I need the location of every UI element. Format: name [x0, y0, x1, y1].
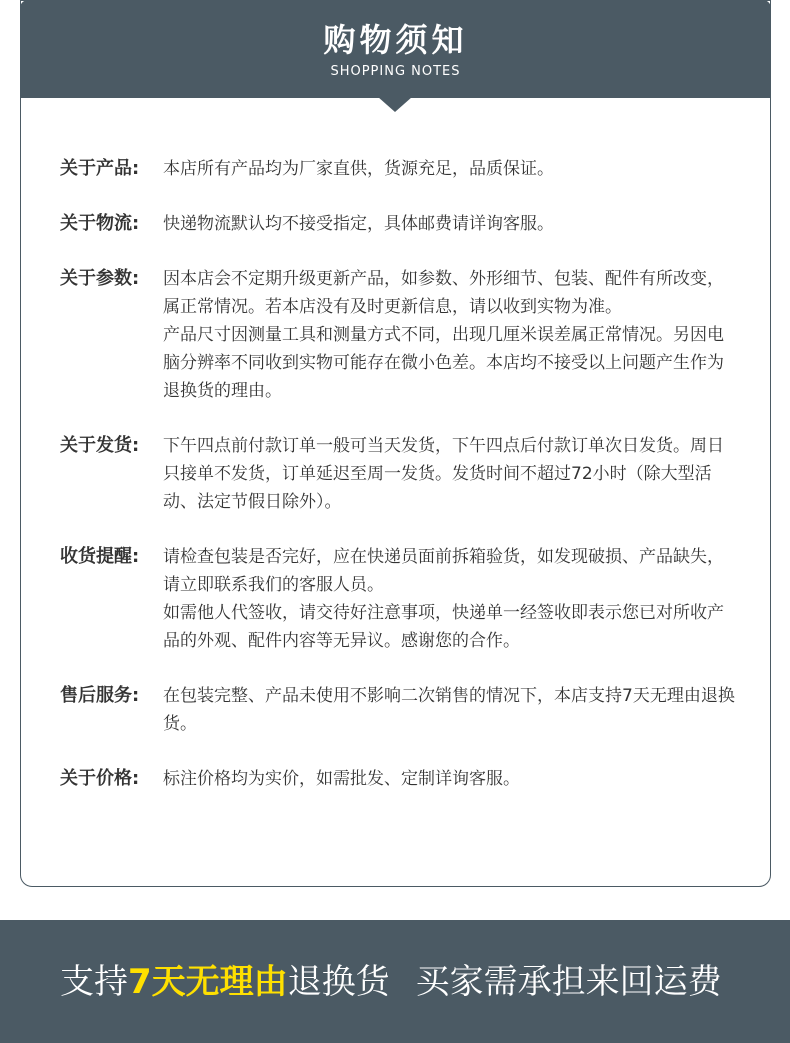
note-item [60, 155, 740, 183]
note-item [60, 210, 740, 238]
note-body [163, 210, 740, 238]
note-paragraph: 因本店会不定期升级更新产品，如参数、外形细节、包装、配件有所改变，属正常情况。若本店没有及时更新信息，请以收到实物为准。 [163, 269, 724, 317]
return-policy-text [60, 960, 722, 1004]
note-body [163, 265, 740, 405]
note-item [60, 682, 740, 738]
note-paragraph: 本店所有产品均为厂家直供，货源充足，品质保证。 [163, 159, 554, 179]
note-body [163, 682, 740, 738]
note-body [163, 155, 740, 183]
return-policy-prefix: 支持 [60, 962, 128, 1002]
return-policy-suffix: 退换货 [287, 962, 390, 1002]
note-item [60, 765, 740, 793]
return-policy-highlight: 7天无理由 [128, 962, 288, 1002]
notes-list [60, 155, 740, 820]
note-body [163, 543, 740, 655]
note-label: 关于物流: [60, 213, 140, 234]
note-paragraph: 请检查包装是否完好，应在快递员面前拆箱验货，如发现破损、产品缺失，请立即联系我们的客服人员。 [163, 547, 724, 595]
return-policy-banner [0, 920, 790, 1043]
note-item [60, 432, 740, 516]
note-paragraph: 在包装完整、产品未使用不影响二次销售的情况下，本店支持7天无理由退换货。 [163, 686, 735, 734]
note-label: 关于参数: [60, 268, 140, 289]
page-subtitle: SHOPPING NOTES [330, 64, 461, 79]
note-paragraph: 快递物流默认均不接受指定，具体邮费请详询客服。 [163, 214, 554, 234]
page-title: 购物须知 [323, 21, 468, 59]
note-body [163, 432, 740, 516]
header-pointer-icon [378, 97, 412, 112]
note-paragraph: 标注价格均为实价，如需批发、定制详询客服。 [163, 769, 520, 789]
note-paragraph: 产品尺寸因测量工具和测量方式不同，出现几厘米误差属正常情况。另因电脑分辨率不同收到实物可能存在微小色差。本店均不接受以上问题产生作为退换货的理由。 [163, 325, 724, 401]
note-label: 关于发货: [60, 435, 140, 456]
note-paragraph: 如需他人代签收，请交待好注意事项，快递单一经签收即表示您已对所收产品的外观、配件内容等无异议。感谢您的合作。 [163, 603, 724, 651]
note-item [60, 265, 740, 405]
note-paragraph: 下午四点前付款订单一般可当天发货，下午四点后付款订单次日发货。周日只接单不发货，订单延迟至周一发货。发货时间不超过72小时（除大型活动、法定节假日除外）。 [163, 436, 724, 512]
note-body [163, 765, 740, 793]
note-label: 关于价格: [60, 768, 140, 789]
note-item [60, 543, 740, 655]
note-label: 收货提醒: [60, 546, 140, 567]
notes-header [20, 0, 771, 98]
note-label: 售后服务: [60, 685, 140, 706]
note-label: 关于产品: [60, 158, 140, 179]
shipping-fee-note: 买家需承担来回运费 [415, 962, 722, 1002]
